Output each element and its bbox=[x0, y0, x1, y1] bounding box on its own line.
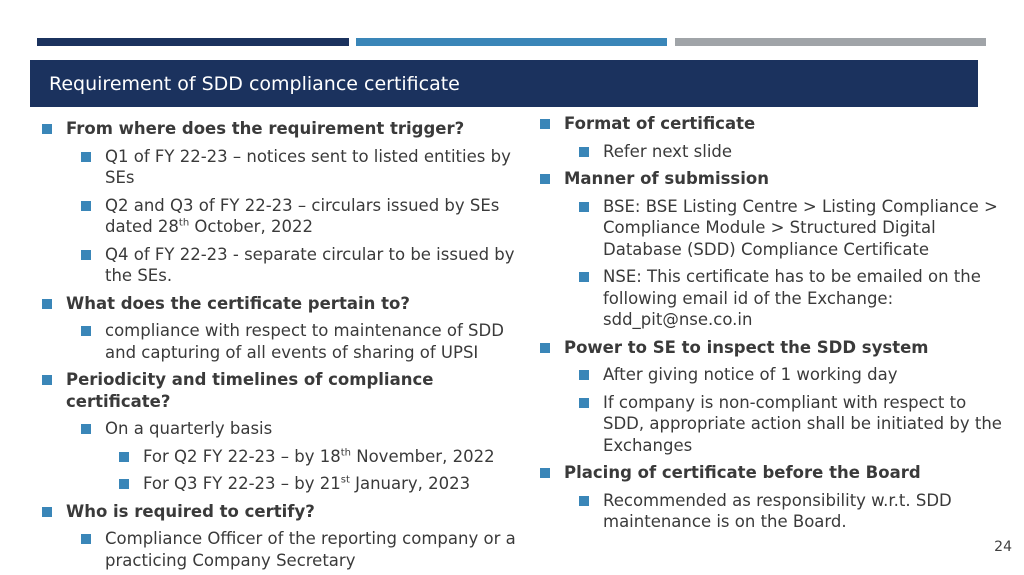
bullet-heading bbox=[40, 369, 530, 412]
square-bullet-icon bbox=[119, 452, 129, 462]
bullet-text: Periodicity and timelines of compliance certificate? bbox=[66, 370, 434, 411]
bullet-text: Format of certificate bbox=[564, 114, 756, 133]
sub-bullet bbox=[40, 528, 530, 571]
sub-bullet bbox=[538, 364, 1004, 386]
square-bullet-icon bbox=[119, 479, 129, 489]
square-bullet-icon bbox=[579, 370, 589, 380]
bullet-heading bbox=[538, 337, 1004, 359]
title-band bbox=[30, 60, 978, 107]
accent-bar-navy bbox=[37, 38, 349, 46]
bullet-text: For Q2 FY 22-23 – by 18 bbox=[143, 446, 341, 466]
sub-sub-bullet bbox=[40, 446, 530, 468]
square-bullet-icon bbox=[540, 468, 550, 478]
square-bullet-icon bbox=[579, 202, 589, 212]
sub-bullet bbox=[538, 141, 1004, 163]
bullet-heading bbox=[40, 293, 530, 315]
bullet-text: Q2 and Q3 of FY 22-23 – circulars issued by SEs dated 28 bbox=[105, 195, 500, 236]
bullet-text: compliance with respect to maintenance of SDD and capturing of all events of sharing of UPSI bbox=[105, 321, 504, 362]
square-bullet-icon bbox=[81, 201, 91, 211]
sub-bullet bbox=[40, 146, 530, 189]
bullet-text: October, 2022 bbox=[189, 217, 313, 236]
bullet-text: After giving notice of 1 working day bbox=[603, 365, 898, 384]
sub-bullet bbox=[40, 244, 530, 287]
bullet-text: November, 2022 bbox=[351, 446, 495, 466]
bullet-heading bbox=[538, 168, 1004, 190]
bullet-text: From where does the requirement trigger? bbox=[66, 119, 465, 138]
square-bullet-icon bbox=[579, 272, 589, 282]
bullet-text: If company is non-compliant with respect to SDD, appropriate action shall be initiated by the Exchanges bbox=[603, 392, 1002, 455]
square-bullet-icon bbox=[540, 174, 550, 184]
sub-bullet bbox=[40, 195, 530, 238]
square-bullet-icon bbox=[579, 147, 589, 157]
accent-bar-gray bbox=[675, 38, 986, 46]
square-bullet-icon bbox=[579, 398, 589, 408]
accent-bar-blue bbox=[356, 38, 667, 46]
bullet-text: January, 2023 bbox=[349, 474, 471, 493]
superscript: th bbox=[340, 447, 351, 458]
sub-bullet bbox=[538, 196, 1004, 261]
sub-bullet bbox=[40, 418, 530, 440]
slide-title: Requirement of SDD compliance certificate bbox=[49, 72, 460, 95]
bullet-text: Recommended as responsibility w.r.t. SDD maintenance is on the Board. bbox=[603, 490, 952, 531]
square-bullet-icon bbox=[42, 375, 52, 385]
bullet-heading bbox=[538, 113, 1004, 135]
sub-bullet bbox=[40, 320, 530, 363]
bullet-text: Q1 of FY 22-23 – notices sent to listed entities by SEs bbox=[105, 146, 511, 187]
bullet-text: Power to SE to inspect the SDD system bbox=[564, 337, 929, 357]
square-bullet-icon bbox=[42, 124, 52, 134]
bullet-text: BSE: BSE Listing Centre > Listing Compliance > Compliance Module > Structured Digital Database (SDD) Compliance Certificate bbox=[603, 196, 998, 259]
bullet-text: Q4 of FY 22-23 - separate circular to be issued by the SEs. bbox=[105, 244, 515, 285]
left-column bbox=[40, 118, 530, 571]
bullet-text: NSE: This certificate has to be emailed on the following email id of the Exchange: sdd_pit@nse.co.in bbox=[603, 267, 981, 329]
square-bullet-icon bbox=[579, 496, 589, 506]
square-bullet-icon bbox=[81, 534, 91, 544]
superscript: th bbox=[178, 217, 190, 229]
square-bullet-icon bbox=[540, 343, 550, 353]
superscript: st bbox=[340, 474, 350, 486]
square-bullet-icon bbox=[81, 250, 91, 260]
square-bullet-icon bbox=[540, 119, 550, 129]
bullet-text: Refer next slide bbox=[603, 141, 733, 161]
bullet-text: Manner of submission bbox=[564, 169, 769, 188]
bullet-heading bbox=[40, 501, 530, 523]
square-bullet-icon bbox=[42, 299, 52, 309]
page-number: 24 bbox=[994, 539, 1012, 555]
sub-bullet bbox=[538, 490, 1004, 533]
square-bullet-icon bbox=[42, 507, 52, 517]
right-column bbox=[538, 113, 1004, 533]
bullet-heading bbox=[40, 118, 530, 140]
bullet-text: Who is required to certify? bbox=[66, 501, 315, 521]
sub-bullet bbox=[538, 392, 1004, 457]
sub-sub-bullet bbox=[40, 473, 530, 495]
bullet-text: Compliance Officer of the reporting company or a practicing Company Secretary bbox=[105, 529, 516, 570]
bullet-text: Placing of certificate before the Board bbox=[564, 463, 921, 482]
bullet-text: For Q3 FY 22-23 – by 21 bbox=[143, 474, 341, 493]
bullet-heading bbox=[538, 462, 1004, 484]
sub-bullet bbox=[538, 266, 1004, 331]
bullet-text: On a quarterly basis bbox=[105, 419, 273, 438]
square-bullet-icon bbox=[81, 326, 91, 336]
square-bullet-icon bbox=[81, 424, 91, 434]
bullet-text: What does the certificate pertain to? bbox=[66, 293, 410, 313]
square-bullet-icon bbox=[81, 152, 91, 162]
